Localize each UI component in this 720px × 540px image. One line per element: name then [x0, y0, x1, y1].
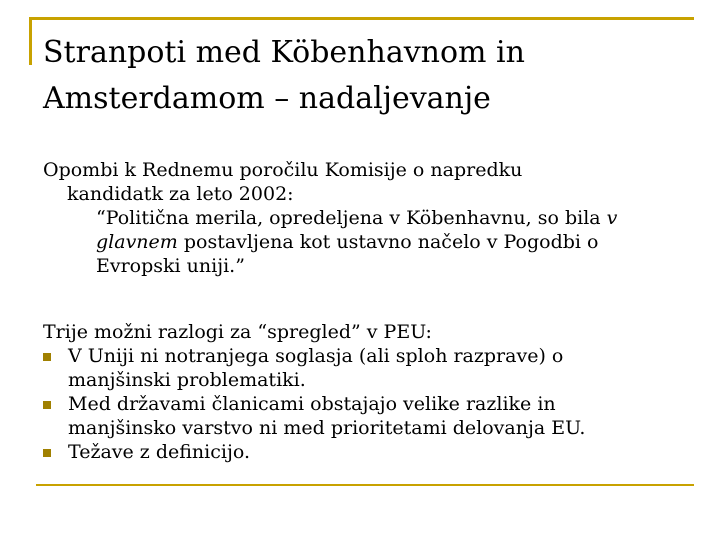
bullet-1-line-2: manjšinski problematiki.	[68, 369, 306, 391]
slide-frame-bottom	[36, 484, 694, 486]
square-bullet-icon	[43, 353, 51, 361]
quote-line-1	[43, 206, 693, 254]
bullet-2-line-1: Med državami članicami obstajajo velike razlike in	[68, 393, 556, 415]
intro-line-1: Opombi k Rednemu poročilu Komisije o napredku	[43, 159, 523, 181]
list-item	[43, 392, 693, 440]
quote-italic: v glavnem	[96, 207, 618, 253]
slide-body	[43, 158, 693, 464]
intro-line-2: kandidatk za leto 2002:	[67, 183, 294, 205]
list-item	[43, 344, 693, 392]
reasons-heading: Trije možni razlogi za “spreglеd” v PEU:	[43, 321, 432, 343]
title-line-2: Amsterdamom – nadaljevanje	[43, 81, 491, 116]
bullet-1-line-1: V Uniji ni notranjega soglasja (ali sploh razprave) o	[68, 345, 564, 367]
quote-text-2: postavljena kot ustavno načelo v Pogodbi o	[177, 231, 599, 253]
title-line-1: Stranpoti med Köbenhavnom in	[43, 35, 525, 70]
list-item	[43, 440, 693, 464]
square-bullet-icon	[43, 449, 51, 457]
intro-paragraph	[43, 158, 693, 278]
bullet-3-line-1: Težave z definicijo.	[68, 441, 250, 463]
quote-text-1: “Politična merila, opredeljena v Köbenhavnu, so bila	[96, 207, 607, 229]
slide-frame-left	[29, 17, 32, 65]
square-bullet-icon	[43, 401, 51, 409]
bullet-2-line-2: manjšinsko varstvo ni med prioritetami delovanja EU.	[68, 417, 586, 439]
quote-line-3: Evropski uniji.”	[96, 255, 245, 277]
slide-frame-top	[29, 17, 694, 20]
slide-title	[43, 30, 683, 122]
